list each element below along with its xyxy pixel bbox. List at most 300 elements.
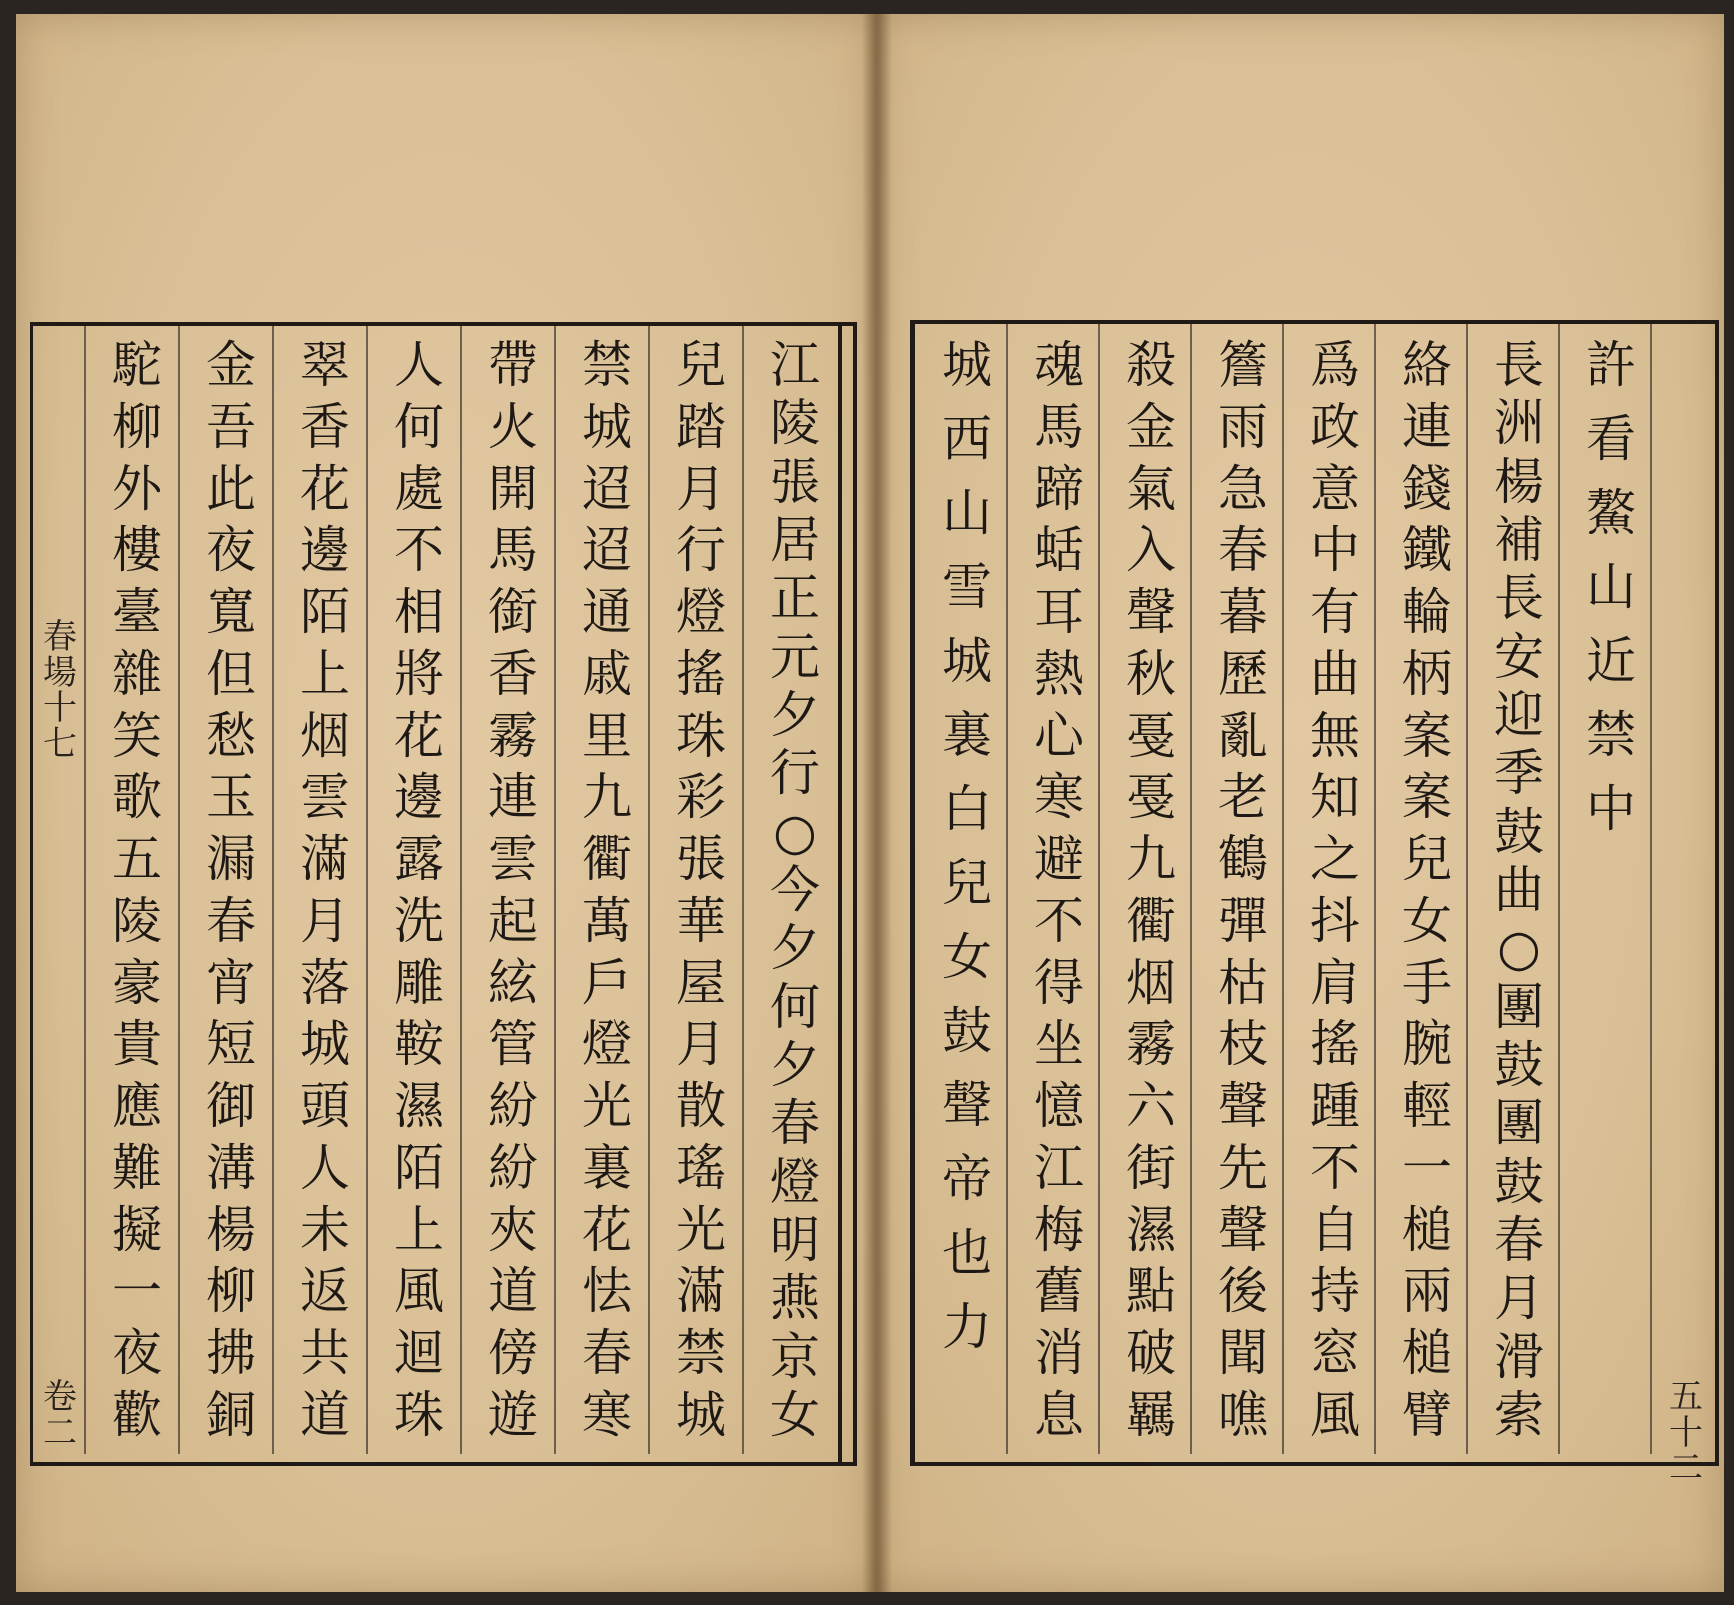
character: 踏 (676, 397, 726, 456)
character: 許 (1586, 336, 1636, 394)
character: 宵 (206, 953, 256, 1012)
character: 聞 (1218, 1324, 1268, 1382)
character: 珠 (676, 706, 726, 765)
text-column (1208, 336, 1278, 1444)
text-column (572, 336, 642, 1444)
character: 急 (1218, 459, 1268, 518)
character: 歡 (112, 1385, 162, 1444)
character: 迎 (1494, 685, 1544, 744)
text-column (384, 336, 454, 1444)
character: 女 (942, 928, 992, 986)
character: 火 (488, 397, 538, 456)
character: 帶 (488, 336, 538, 394)
character: 洲 (1494, 394, 1544, 453)
text-column (1300, 336, 1370, 1444)
column-divider (84, 326, 86, 1454)
character: 中 (1310, 521, 1360, 580)
character: 臂 (1402, 1385, 1452, 1444)
margin-volume (40, 1377, 80, 1453)
character: 搖 (676, 644, 726, 703)
character: 持 (1310, 1262, 1360, 1321)
character: 槌 (1402, 1324, 1452, 1382)
character: 六 (1126, 1077, 1176, 1135)
character: 漏 (206, 830, 256, 888)
text-column (1484, 336, 1554, 1444)
character: ○ (1497, 919, 1541, 978)
character: 窓 (1310, 1324, 1360, 1382)
character: 禁 (676, 1324, 726, 1382)
character: 人 (394, 336, 444, 394)
character: 馬 (1034, 397, 1084, 456)
character: 曲 (1310, 644, 1360, 703)
character: 點 (1126, 1262, 1176, 1321)
character: 今 (770, 860, 820, 919)
character: 拂 (206, 1324, 256, 1382)
character: 起 (488, 891, 538, 950)
character: 雪 (942, 558, 992, 616)
character: 通 (582, 583, 632, 641)
character: 紛 (488, 1077, 538, 1135)
column-divider (460, 326, 462, 1454)
character: 華 (676, 891, 726, 950)
character: 戚 (582, 644, 632, 703)
character: 彩 (676, 768, 726, 827)
character: 老 (1218, 768, 1268, 827)
text-column (932, 336, 1002, 1440)
character: 彈 (1218, 891, 1268, 950)
character: 共 (300, 1324, 350, 1382)
character: 兩 (1402, 1262, 1452, 1321)
character: 陵 (770, 394, 820, 453)
character: 鶴 (1218, 830, 1268, 888)
text-column (1392, 336, 1462, 1444)
character: 邊 (394, 768, 444, 827)
character: 街 (1126, 1138, 1176, 1197)
character: 七 (43, 724, 77, 765)
column-divider (554, 326, 556, 1454)
character: 翠 (300, 336, 350, 394)
character: 何 (394, 397, 444, 456)
text-column (1576, 336, 1646, 1440)
character: 春 (770, 1094, 820, 1153)
character: 迴 (394, 1324, 444, 1382)
character: 霧 (488, 706, 538, 765)
character: 女 (1402, 891, 1452, 950)
character: 燈 (676, 583, 726, 641)
character: 金 (206, 336, 256, 394)
column-divider (1282, 324, 1284, 1454)
character: 秋 (1126, 644, 1176, 703)
character: 霧 (1126, 1015, 1176, 1074)
character: 開 (488, 459, 538, 518)
character: 團 (1494, 1094, 1544, 1153)
character: ○ (773, 802, 817, 861)
character: 城 (942, 632, 992, 690)
character: 看 (1586, 410, 1636, 468)
character: 光 (676, 1200, 726, 1259)
margin-page-number (1664, 1377, 1708, 1489)
character: 城 (676, 1385, 726, 1444)
character: 鼓 (1494, 1152, 1544, 1211)
character: 玉 (206, 768, 256, 827)
character: 風 (394, 1262, 444, 1321)
character: 鐵 (1402, 521, 1452, 580)
character: 春 (1494, 1210, 1544, 1269)
character: 鰲 (1586, 484, 1636, 542)
character: 夕 (770, 1035, 820, 1094)
character: 先 (1218, 1138, 1268, 1197)
character: 聲 (1218, 1077, 1268, 1135)
character: 無 (1310, 706, 1360, 765)
character: 道 (300, 1385, 350, 1444)
character: 應 (112, 1077, 162, 1135)
character: 兒 (942, 854, 992, 912)
character: 戞 (1126, 768, 1176, 827)
column-divider (366, 326, 368, 1454)
character: 連 (488, 768, 538, 827)
character: 亂 (1218, 706, 1268, 765)
character: 腕 (1402, 1015, 1452, 1074)
text-column (478, 336, 548, 1444)
character: 花 (300, 459, 350, 518)
character: 人 (300, 1138, 350, 1197)
character: 西 (942, 410, 992, 468)
character: 知 (1310, 768, 1360, 827)
character: 春 (43, 617, 77, 657)
character: 枝 (1218, 1015, 1268, 1074)
character: 此 (206, 459, 256, 518)
character: 行 (676, 521, 726, 580)
character: 月 (1494, 1269, 1544, 1328)
character: 兒 (676, 336, 726, 394)
character: 蹄 (1034, 459, 1084, 518)
column-divider (1190, 324, 1192, 1454)
character: 陌 (300, 583, 350, 641)
character: 禁 (1586, 706, 1636, 764)
character: 銜 (488, 583, 538, 641)
column-divider (178, 326, 180, 1454)
character: 夕 (770, 685, 820, 744)
character: 絡 (1402, 336, 1452, 394)
character: 上 (394, 1200, 444, 1259)
character: 消 (1034, 1324, 1084, 1382)
character: 長 (1494, 336, 1544, 394)
character: 露 (394, 830, 444, 888)
character: 陌 (394, 1138, 444, 1197)
character: 政 (1310, 397, 1360, 456)
character: 噍 (1218, 1385, 1268, 1444)
character: 烟 (1126, 953, 1176, 1012)
character: 花 (582, 1200, 632, 1259)
character: 戶 (582, 953, 632, 1012)
character: 絃 (488, 953, 538, 1012)
character: 寒 (1034, 768, 1084, 827)
character: 氣 (1126, 459, 1176, 518)
character: 管 (488, 1015, 538, 1074)
character: 柄 (1402, 644, 1452, 703)
character: 槌 (1402, 1200, 1452, 1259)
character: 豪 (112, 953, 162, 1012)
column-divider (1374, 324, 1376, 1454)
character: 安 (1494, 627, 1544, 686)
character: 羈 (1126, 1385, 1176, 1444)
character: 明 (770, 1210, 820, 1269)
character: 爲 (1310, 336, 1360, 394)
character: 梅 (1034, 1200, 1084, 1259)
character: 補 (1494, 510, 1544, 569)
character: 裏 (582, 1138, 632, 1197)
character: 屋 (676, 953, 726, 1012)
character: 江 (1034, 1138, 1084, 1197)
character: 憶 (1034, 1077, 1084, 1135)
character: 夜 (112, 1324, 162, 1382)
text-column (666, 336, 736, 1444)
character: 得 (1034, 953, 1084, 1012)
character: 避 (1034, 830, 1084, 888)
character: 十 (43, 688, 77, 729)
character: 坐 (1034, 1015, 1084, 1074)
column-divider (1006, 324, 1008, 1454)
book-gutter (862, 14, 892, 1592)
character: 雜 (112, 644, 162, 703)
character: 居 (770, 510, 820, 569)
character: 滑 (1494, 1327, 1544, 1386)
character: 一 (112, 1262, 162, 1321)
character: 夾 (488, 1200, 538, 1259)
character: 難 (112, 1138, 162, 1197)
character: 柳 (206, 1262, 256, 1321)
text-column (102, 336, 172, 1444)
margin-title (40, 617, 80, 765)
character: 殺 (1126, 336, 1176, 394)
character: 張 (770, 452, 820, 511)
character: 意 (1310, 459, 1360, 518)
character: 駝 (112, 336, 162, 394)
character: 也 (942, 1224, 992, 1282)
character: 笑 (112, 706, 162, 765)
character: 錢 (1402, 459, 1452, 518)
character: 不 (394, 521, 444, 580)
character: 雨 (1218, 397, 1268, 456)
character: 後 (1218, 1262, 1268, 1321)
character: 暮 (1218, 583, 1268, 641)
character: 寬 (206, 583, 256, 641)
character: 鼓 (942, 1002, 992, 1060)
character: 九 (582, 768, 632, 827)
character: 息 (1034, 1385, 1084, 1444)
character: 舊 (1034, 1262, 1084, 1321)
character: 山 (1586, 558, 1636, 616)
character: 月 (676, 459, 726, 518)
character: 城 (582, 397, 632, 456)
character: 怯 (582, 1262, 632, 1321)
character: 心 (1034, 706, 1084, 765)
text-column (1024, 336, 1094, 1444)
character: 里 (582, 706, 632, 765)
character: 傍 (488, 1324, 538, 1382)
character: 迢 (582, 459, 632, 518)
character: 搖 (1310, 1015, 1360, 1074)
character: 雕 (394, 953, 444, 1012)
character: 雲 (488, 830, 538, 888)
character: 春 (1218, 521, 1268, 580)
text-column (760, 336, 830, 1444)
character: 寒 (582, 1385, 632, 1444)
character: 女 (770, 1385, 820, 1444)
character: 力 (942, 1298, 992, 1356)
character: 燈 (582, 1015, 632, 1074)
character: 未 (300, 1200, 350, 1259)
character: 耳 (1034, 583, 1084, 641)
character: 上 (300, 644, 350, 703)
text-column (1116, 336, 1186, 1444)
character: 不 (1310, 1138, 1360, 1197)
column-divider (648, 326, 650, 1454)
character: 光 (582, 1077, 632, 1135)
character: 道 (488, 1262, 538, 1321)
character: 香 (300, 397, 350, 456)
character: 十 (1669, 1412, 1703, 1453)
character: 烟 (300, 706, 350, 765)
character: 夕 (770, 919, 820, 978)
character: 歌 (112, 768, 162, 827)
character: 短 (206, 1015, 256, 1074)
character: 入 (1126, 521, 1176, 580)
character: 踵 (1310, 1077, 1360, 1135)
character: 何 (770, 977, 820, 1036)
character: 正 (770, 569, 820, 628)
character: 破 (1126, 1324, 1176, 1382)
character: 聲 (942, 1076, 992, 1134)
character: 吾 (206, 397, 256, 456)
character: 山 (942, 484, 992, 542)
character: 處 (394, 459, 444, 518)
character: 鞍 (394, 1015, 444, 1074)
character: 曲 (1494, 860, 1544, 919)
character: 一 (1402, 1138, 1452, 1197)
character: 案 (1402, 706, 1452, 765)
character: 將 (394, 644, 444, 703)
character: 兒 (1402, 830, 1452, 888)
column-divider (742, 326, 744, 1454)
character: 中 (1586, 780, 1636, 838)
character: 歷 (1218, 644, 1268, 703)
character: 案 (1402, 768, 1452, 827)
character: 鼓 (1494, 1035, 1544, 1094)
character: 遊 (488, 1385, 538, 1444)
character: 滿 (300, 830, 350, 888)
character: 春 (582, 1324, 632, 1382)
character: 抖 (1310, 891, 1360, 950)
text-column (196, 336, 266, 1444)
column-divider (1650, 324, 1652, 1454)
character: 行 (770, 744, 820, 803)
character: 長 (1494, 569, 1544, 628)
character: 衢 (1126, 891, 1176, 950)
character: 城 (300, 1015, 350, 1074)
character: 簷 (1218, 336, 1268, 394)
character: 散 (676, 1077, 726, 1135)
character: 濕 (1126, 1200, 1176, 1259)
character: 聲 (1126, 583, 1176, 641)
character: 馬 (488, 521, 538, 580)
character: 二 (1669, 1448, 1703, 1489)
character: 月 (300, 891, 350, 950)
character: 不 (1034, 891, 1084, 950)
character: 洗 (394, 891, 444, 950)
character: 金 (1126, 397, 1176, 456)
character: 溝 (206, 1138, 256, 1197)
character: 輪 (1402, 583, 1452, 641)
character: 燈 (770, 1152, 820, 1211)
character: 春 (206, 891, 256, 950)
character: 枯 (1218, 953, 1268, 1012)
character: 花 (394, 706, 444, 765)
character: 蛞 (1034, 521, 1084, 580)
character: 雲 (300, 768, 350, 827)
column-divider (1466, 324, 1468, 1454)
character: 熱 (1034, 644, 1084, 703)
character: 江 (770, 336, 820, 394)
character: 月 (676, 1015, 726, 1074)
character: 返 (300, 1262, 350, 1321)
character: 擬 (112, 1200, 162, 1259)
character: 連 (1402, 397, 1452, 456)
character: 貴 (112, 1015, 162, 1074)
character: 濕 (394, 1077, 444, 1135)
left-page-inner-rule (838, 322, 842, 1462)
character: 肩 (1310, 953, 1360, 1012)
character: 相 (394, 583, 444, 641)
character: 張 (676, 830, 726, 888)
character: 衢 (582, 830, 632, 888)
character: 滿 (676, 1262, 726, 1321)
character: 卷 (43, 1377, 77, 1417)
character: 禁 (582, 336, 632, 394)
character: 落 (300, 953, 350, 1012)
character: 場 (43, 652, 77, 693)
character: 之 (1310, 830, 1360, 888)
character: 裏 (942, 706, 992, 764)
character: 紛 (488, 1138, 538, 1197)
text-column (290, 336, 360, 1444)
character: 樓 (112, 521, 162, 580)
character: 但 (206, 644, 256, 703)
column-divider (1098, 324, 1100, 1454)
character: 有 (1310, 583, 1360, 641)
character: 臺 (112, 583, 162, 641)
character: 楊 (206, 1200, 256, 1259)
character: 愁 (206, 706, 256, 765)
character: 燕 (770, 1269, 820, 1328)
character: 萬 (582, 891, 632, 950)
character: 九 (1126, 830, 1176, 888)
character: 白 (942, 780, 992, 838)
character: 自 (1310, 1200, 1360, 1259)
character: 風 (1310, 1385, 1360, 1444)
character: 手 (1402, 953, 1452, 1012)
character: 御 (206, 1077, 256, 1135)
character: 魂 (1034, 336, 1084, 394)
character: 索 (1494, 1385, 1544, 1444)
character: 輕 (1402, 1077, 1452, 1135)
character: 京 (770, 1327, 820, 1386)
column-divider (1558, 324, 1560, 1454)
character: 外 (112, 459, 162, 518)
character: 邊 (300, 521, 350, 580)
character: 五 (112, 830, 162, 888)
character: 夜 (206, 521, 256, 580)
